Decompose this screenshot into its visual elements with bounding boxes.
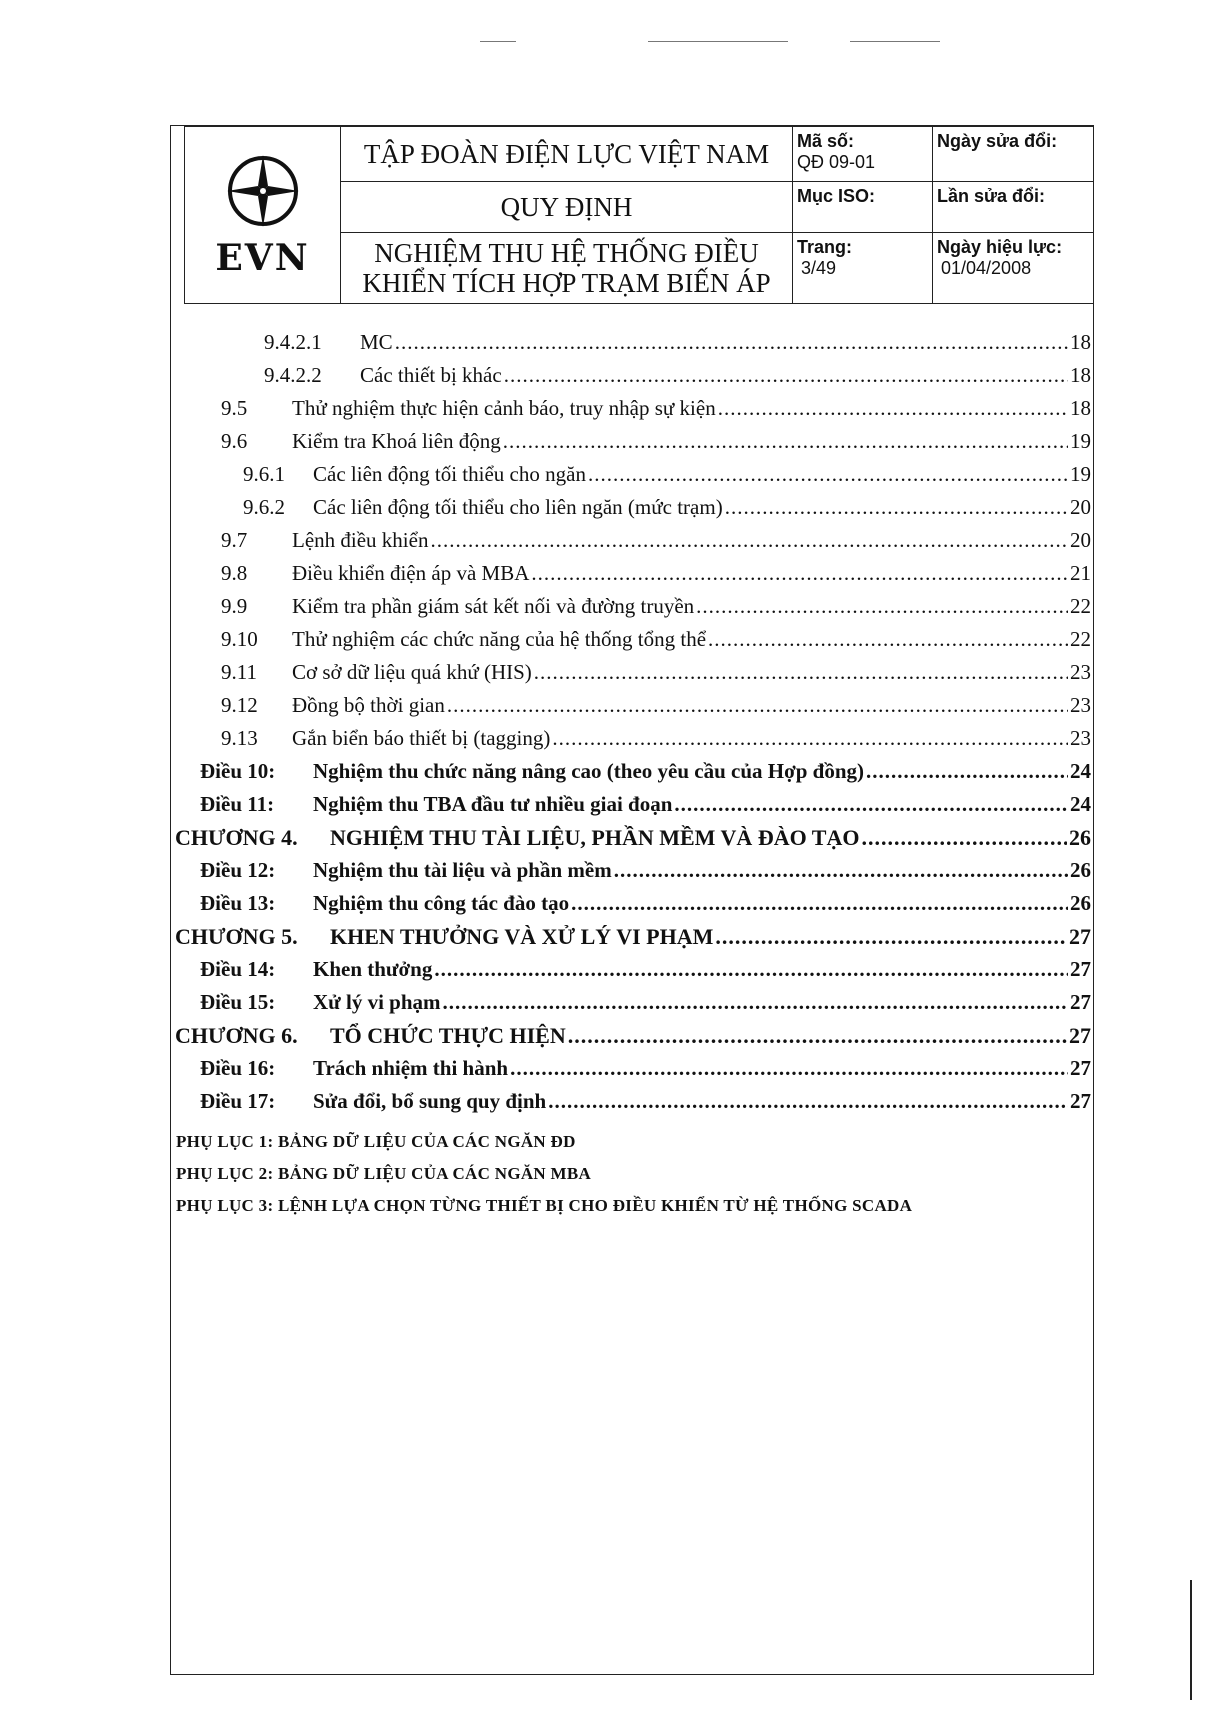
appendix-item[interactable]: PHỤ LỤC 1: BẢNG DỮ LIỆU CỦA CÁC NGĂN ĐD [176,1132,576,1151]
document-header-table [184,126,1094,304]
logo-cell [185,127,341,303]
scan-mark [480,41,516,42]
ngay-sua-doi-label: Ngày sửa đổi: [937,131,1058,151]
toc-entry-page: 21 [1070,561,1091,585]
toc-entry[interactable] [175,759,1091,791]
toc-entry[interactable] [175,462,1091,494]
toc-entry-title: Xử lý vi phạm [313,990,441,1014]
toc-entry-title: MC [360,330,393,354]
toc-entry-page: 26 [1070,891,1091,915]
toc-entry[interactable] [175,1089,1091,1121]
lan-sua-doi-cell [933,182,1093,233]
toc-entry-title: Đồng bộ thời gian [292,693,445,717]
toc-leader-dots [614,858,1068,883]
toc-entry-number: 9.12 [221,693,258,717]
toc-entry-page: 27 [1069,1023,1091,1048]
toc-entry-number: 9.8 [221,561,248,585]
toc-entry-number: CHƯƠNG 5. [175,924,298,949]
toc-leader-dots [674,792,1068,817]
toc-entry-page: 23 [1070,693,1091,717]
toc-leader-dots [443,990,1068,1015]
toc-entry[interactable] [175,627,1091,659]
toc-entry-title: Cơ sở dữ liệu quá khứ (HIS) [292,660,532,684]
toc-entry-page: 18 [1070,396,1091,420]
toc-entry-page: 26 [1070,858,1091,882]
toc-leader-dots [548,1089,1068,1114]
toc-leader-dots [531,561,1068,586]
doc-title [341,233,793,303]
toc-entry-title: Thử nghiệm các chức năng của hệ thống tổng thể [292,627,707,651]
toc-entry-page: 27 [1070,1056,1091,1080]
toc-entry-number: 9.5 [221,396,248,420]
toc-entry-title: Nghiệm thu tài liệu và phần mềm [313,858,612,882]
toc-entry[interactable] [175,396,1091,428]
toc-entry[interactable] [175,726,1091,758]
doc-title-line2: KHIỂN TÍCH HỢP TRẠM BIẾN ÁP [362,268,771,298]
toc-entry-title: Nghiệm thu chức năng nâng cao (theo yêu cầu của Hợp đồng) [313,759,865,783]
toc-leader-dots [430,528,1068,553]
toc-entry[interactable] [175,858,1091,890]
toc-entry[interactable] [175,330,1091,362]
toc-entry-title: Nghiệm thu TBA đầu tư nhiều giai đoạn [313,792,673,816]
toc-entry-page: 27 [1070,990,1091,1014]
muc-iso-label: Mục ISO: [797,186,876,206]
toc-entry[interactable] [175,594,1091,626]
toc-entry[interactable] [175,495,1091,527]
toc-leader-dots [861,825,1067,851]
ngay-hieu-luc-value: 01/04/2008 [941,258,1032,278]
toc-entry-page: 26 [1069,825,1091,850]
toc-chapter-entry[interactable] [175,825,1091,857]
toc-leader-dots [504,363,1068,388]
toc-entry-number: Điều 12: [200,858,276,882]
ma-so-label: Mã số: [797,131,855,151]
toc-entry[interactable] [175,363,1091,395]
ngay-hieu-luc-cell [933,233,1093,303]
toc-entry-page: 18 [1070,330,1091,354]
ngay-hieu-luc-label: Ngày hiệu lực: [937,237,1063,257]
evn-logo-text: EVN [215,237,310,279]
appendix-item[interactable]: PHỤ LỤC 3: LỆNH LỰA CHỌN TỪNG THIẾT BỊ CHO ĐIỀU KHIỂN TỪ HỆ THỐNG SCADA [176,1196,913,1215]
ma-so-value: QĐ 09-01 [797,152,876,172]
evn-compass-icon [223,151,303,231]
toc-entry-title: NGHIỆM THU TÀI LIỆU, PHẦN MỀM VÀ ĐÀO TẠO [330,825,860,850]
toc-entry-page: 18 [1070,363,1091,387]
toc-entry-title: Nghiệm thu công tác đào tạo [313,891,570,915]
toc-entry-page: 22 [1070,594,1091,618]
toc-leader-dots [447,693,1068,718]
toc-entry-number: CHƯƠNG 6. [175,1023,298,1048]
toc-entry-page: 27 [1070,1089,1091,1113]
toc-leader-dots [715,924,1067,950]
toc-entry[interactable] [175,990,1091,1022]
toc-entry-number: 9.7 [221,528,248,552]
toc-entry-title: Kiểm tra Khoá liên động [292,429,501,453]
toc-entry-page: 22 [1070,627,1091,651]
toc-entry-number: 9.4.2.2 [264,363,322,387]
toc-entry-number: Điều 13: [200,891,276,915]
toc-entry-number: Điều 14: [200,957,276,981]
toc-entry-page: 19 [1070,429,1091,453]
appendix-item[interactable]: PHỤ LỤC 2: BẢNG DỮ LIỆU CỦA CÁC NGĂN MBA [176,1164,592,1183]
toc-entry[interactable] [175,660,1091,692]
toc-entry[interactable] [175,792,1091,824]
toc-entry[interactable] [175,693,1091,725]
toc-entry-title: Gắn biển báo thiết bị (tagging) [292,726,551,750]
toc-entry[interactable] [175,891,1091,923]
toc-leader-dots [510,1056,1068,1081]
toc-entry-page: 20 [1070,528,1091,552]
scan-mark [850,41,940,42]
trang-cell [793,233,933,303]
toc-entry-number: Điều 15: [200,990,276,1014]
toc-leader-dots [571,891,1068,916]
toc-entry-number: 9.11 [221,660,257,684]
toc-entry-page: 23 [1070,726,1091,750]
toc-leader-dots [725,495,1068,520]
toc-entry-page: 27 [1070,957,1091,981]
toc-entry-number: 9.6.2 [243,495,285,519]
toc-entry-number: 9.10 [221,627,258,651]
toc-entry[interactable] [175,957,1091,989]
toc-entry-number: 9.9 [221,594,248,618]
toc-entry-title: Điều khiển điện áp và MBA [292,561,530,585]
toc-leader-dots [434,957,1068,982]
toc-entry-number: 9.6.1 [243,462,285,486]
toc-entry-number: Điều 17: [200,1089,276,1113]
toc-entry-number: Điều 10: [200,759,276,783]
toc-entry-title: Các thiết bị khác [360,363,502,387]
org-name-text: TẬP ĐOÀN ĐIỆN LỰC VIỆT NAM [363,139,770,169]
toc-leader-dots [588,462,1068,487]
trang-label: Trang: [797,237,853,257]
toc-leader-dots [503,429,1068,454]
toc-leader-dots [395,330,1068,355]
toc-leader-dots [866,759,1068,784]
ma-so-cell [793,127,933,182]
doc-type [341,182,793,233]
toc-entry-page: 27 [1069,924,1091,949]
toc-entry-title: Trách nhiệm thi hành [313,1056,509,1080]
lan-sua-doi-label: Lần sửa đổi: [937,186,1046,206]
scan-edge-line [1190,1580,1192,1700]
toc-entry-page: 19 [1070,462,1091,486]
toc-entry[interactable] [175,561,1091,593]
toc-entry[interactable] [175,528,1091,560]
toc-leader-dots [534,660,1068,685]
toc-entry-title: Các liên động tối thiểu cho ngăn [313,462,586,486]
toc-leader-dots [708,627,1068,652]
org-name [341,127,793,182]
toc-entry-page: 20 [1070,495,1091,519]
toc-entry-title: Kiểm tra phần giám sát kết nối và đường truyền [292,594,695,618]
toc-entry-number: Điều 16: [200,1056,276,1080]
toc-entry-number: 9.13 [221,726,258,750]
toc-entry-title: Lệnh điều khiển [292,528,429,552]
toc-entry-number: CHƯƠNG 4. [175,825,298,850]
toc-chapter-entry[interactable] [175,924,1091,956]
toc-entry-title: Sửa đổi, bổ sung quy định [313,1089,547,1113]
toc-entry-title: KHEN THƯỞNG VÀ XỬ LÝ VI PHẠM [330,924,714,949]
toc-entry[interactable] [175,429,1091,461]
toc-entry-number: 9.4.2.1 [264,330,322,354]
toc-entry-title: TỔ CHỨC THỰC HIỆN [330,1023,566,1048]
doc-title-line1: NGHIỆM THU HỆ THỐNG ĐIỀU [374,238,759,268]
scan-mark [648,41,788,42]
toc-entry-page: 24 [1070,792,1091,816]
toc-chapter-entry[interactable] [175,1023,1091,1055]
toc-entry-page: 24 [1070,759,1091,783]
toc-leader-dots [552,726,1068,751]
toc-entry-title: Thử nghiệm thực hiện cảnh báo, truy nhập sự kiện [292,396,716,420]
muc-iso-cell [793,182,933,233]
trang-value: 3/49 [801,258,837,278]
ngay-sua-doi-cell [933,127,1093,182]
toc-leader-dots [696,594,1068,619]
toc-entry-number: 9.6 [221,429,248,453]
toc-entry[interactable] [175,1056,1091,1088]
doc-type-text: QUY ĐỊNH [500,192,633,222]
toc-entry-title: Khen thưởng [313,957,433,981]
toc-entry-page: 23 [1070,660,1091,684]
toc-entry-title: Các liên động tối thiểu cho liên ngăn (mức trạm) [313,495,723,519]
toc-leader-dots [568,1023,1067,1049]
toc-leader-dots [718,396,1068,421]
toc-entry-number: Điều 11: [200,792,275,816]
